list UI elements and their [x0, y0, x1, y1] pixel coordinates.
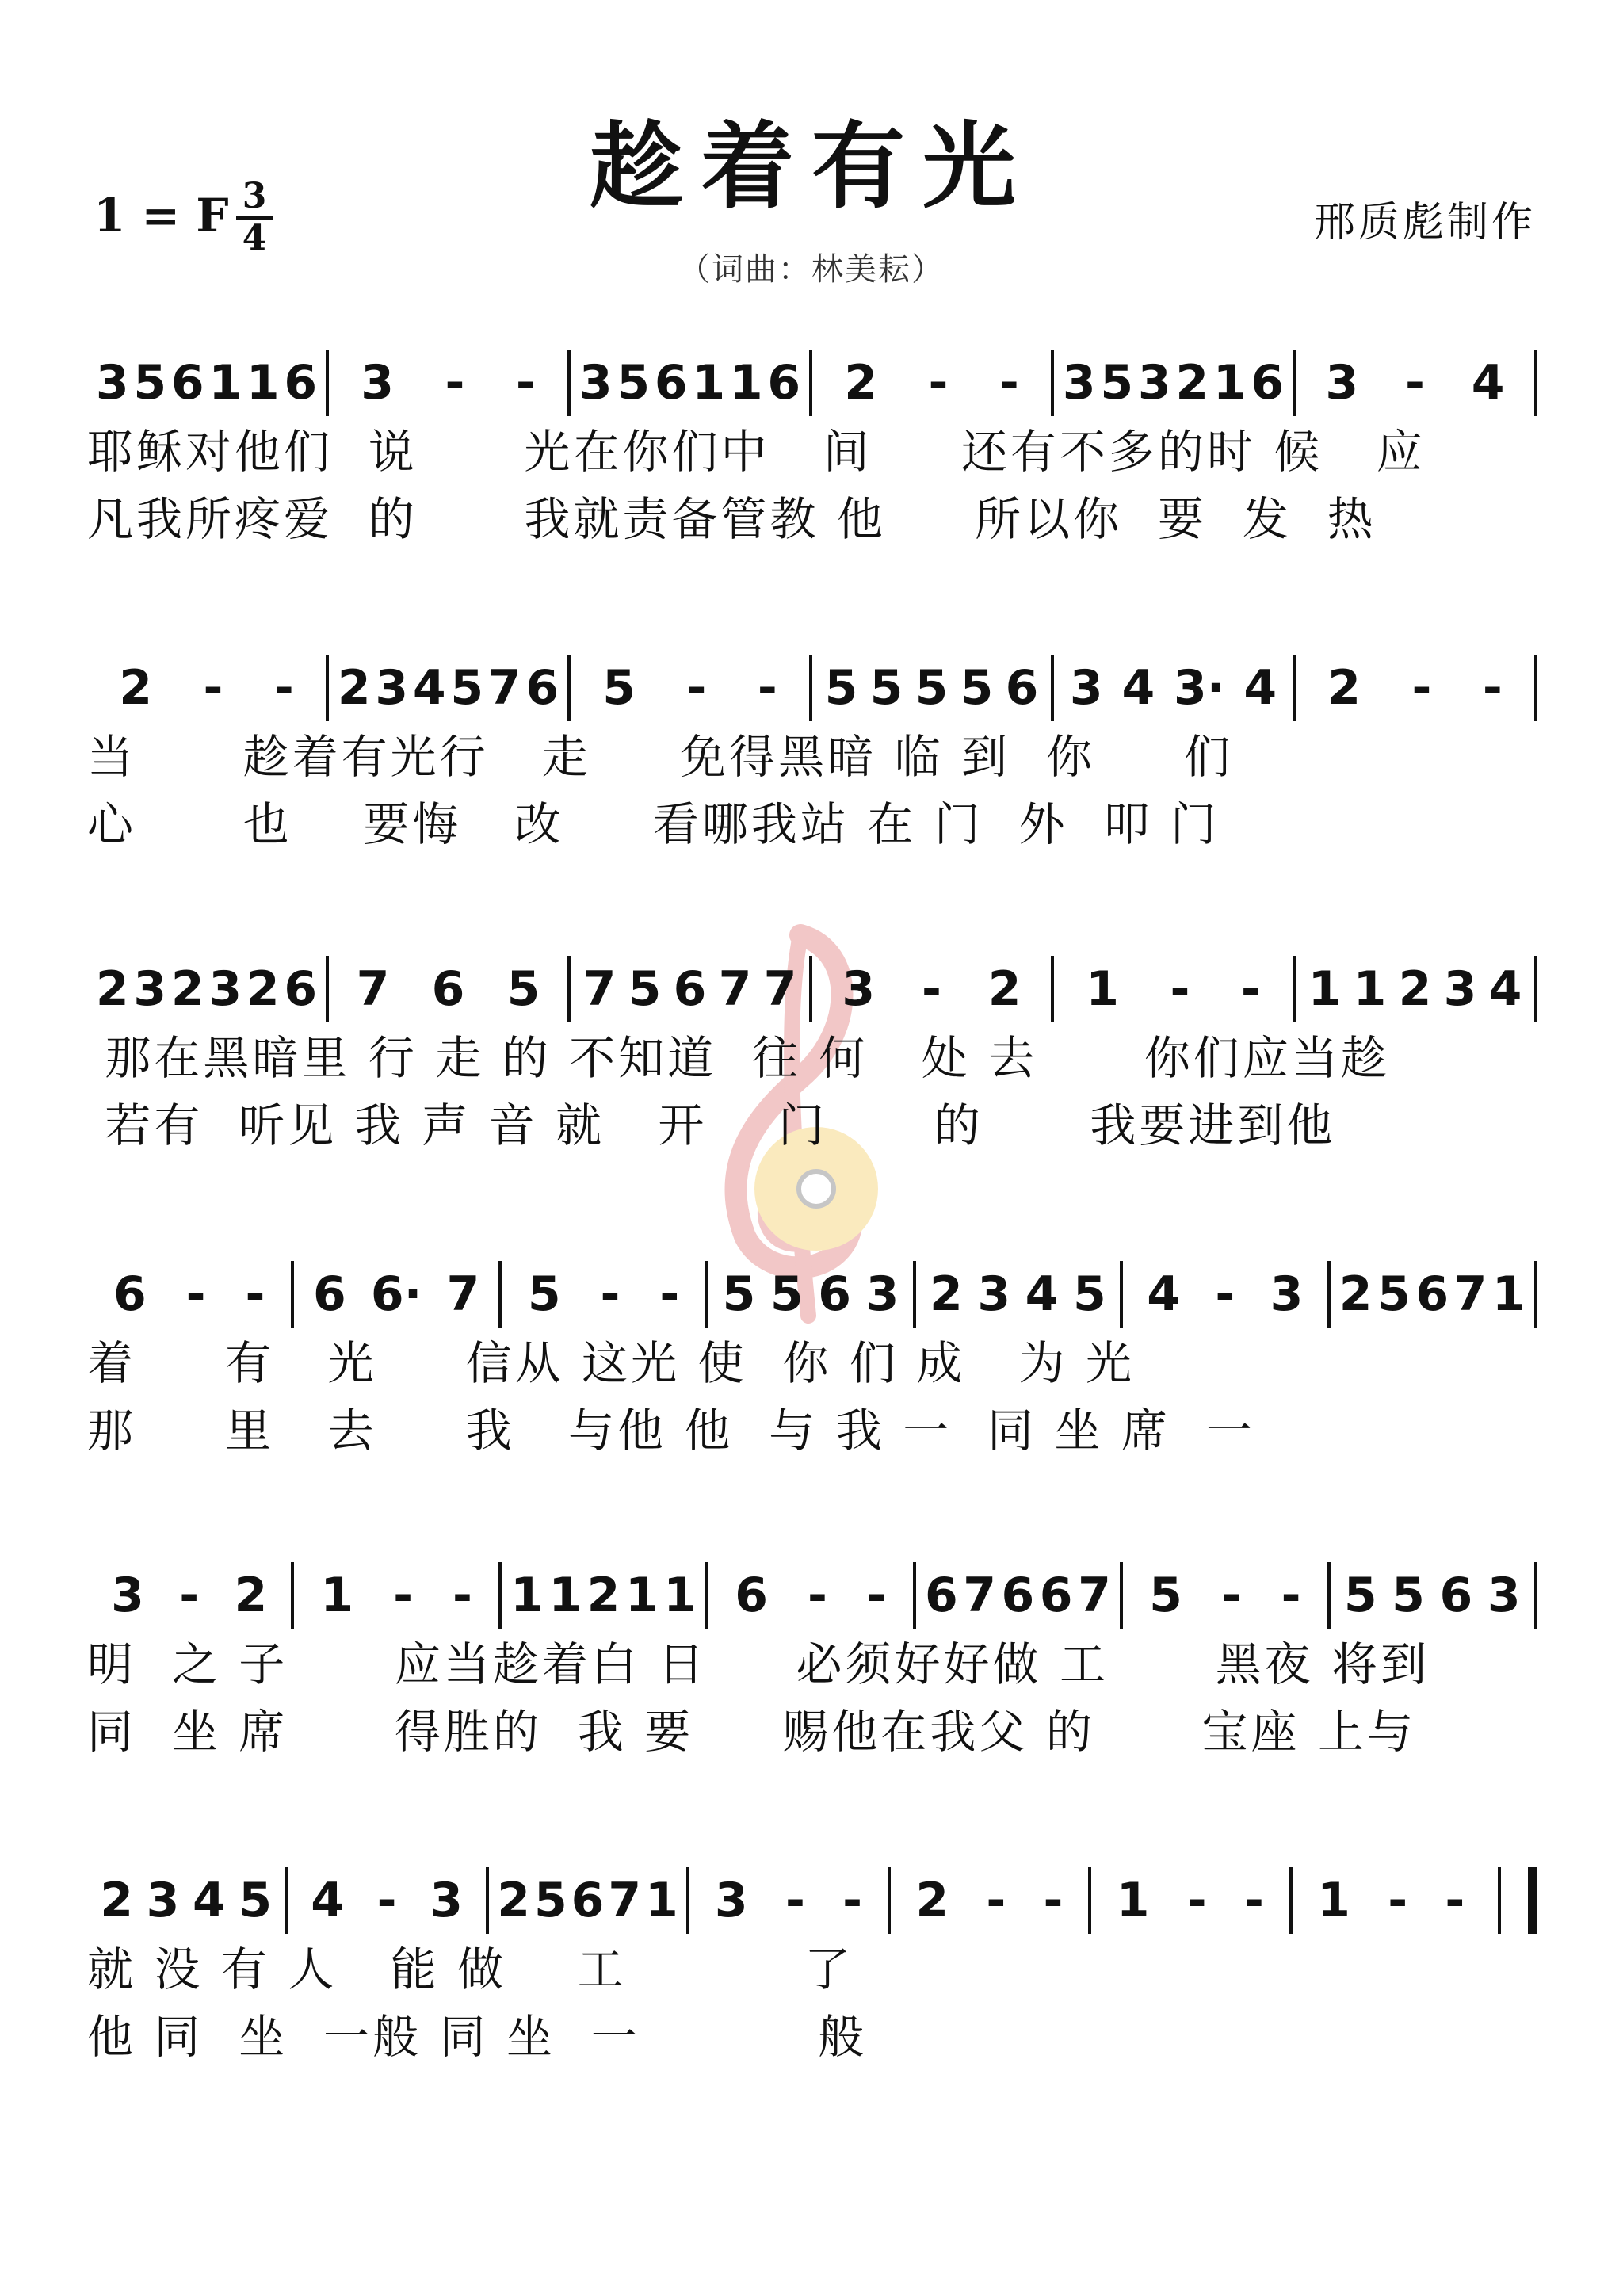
- notation-row: [87, 1541, 1537, 1629]
- note: 5: [1343, 1568, 1377, 1623]
- note: 2: [170, 961, 204, 1017]
- note: 2: [497, 1873, 531, 1928]
- note: 5: [617, 355, 651, 411]
- note: 5: [533, 1873, 567, 1928]
- measure: [87, 1562, 291, 1629]
- measure: [1123, 1562, 1327, 1629]
- measure: [1293, 1867, 1490, 1934]
- lyrics-verse-2: 同 坐 席 得胜的 我 要 赐他在我父 的 宝座 上与: [87, 1705, 1416, 1759]
- measure: [708, 1261, 912, 1328]
- note: 3·: [1173, 660, 1225, 716]
- note: 2: [987, 961, 1022, 1017]
- author-credit: 邢质彪制作: [1313, 199, 1536, 246]
- note: 6: [1001, 1568, 1035, 1623]
- note: 1: [548, 1568, 582, 1623]
- note: 6: [1039, 1568, 1073, 1623]
- measure: [689, 1867, 887, 1934]
- note: 5: [450, 660, 484, 716]
- note: -: [203, 660, 223, 716]
- note: 6: [1251, 355, 1285, 411]
- note: 5: [824, 660, 858, 716]
- note: 2: [1338, 1266, 1373, 1322]
- note: 6: [818, 1266, 851, 1322]
- notation-row: [87, 329, 1537, 416]
- note: 6: [1439, 1568, 1473, 1623]
- note: 1: [1317, 1873, 1350, 1928]
- final-barline: [1498, 1867, 1537, 1934]
- note: 3: [842, 961, 876, 1017]
- note: -: [659, 1266, 680, 1322]
- note: 1: [663, 1568, 697, 1623]
- note: 7: [446, 1266, 480, 1322]
- note: 5: [133, 355, 167, 411]
- barline: [1534, 1261, 1537, 1328]
- note: 7: [487, 660, 521, 716]
- note: 5: [915, 660, 949, 716]
- note: 1: [1086, 961, 1119, 1017]
- note: 7: [1078, 1568, 1111, 1623]
- note: 5: [1073, 1266, 1106, 1322]
- note: 3: [1487, 1568, 1521, 1623]
- note: 2: [586, 1568, 621, 1623]
- note: 3: [1137, 355, 1171, 411]
- note: 2: [119, 660, 152, 716]
- note: 5: [722, 1266, 756, 1322]
- barline: [1534, 1562, 1537, 1629]
- note: -: [1281, 1568, 1301, 1623]
- note: 2: [95, 961, 129, 1017]
- measure: [812, 655, 1051, 721]
- note: 1: [1212, 355, 1247, 411]
- measure: [1331, 1562, 1534, 1629]
- lyrics-verse-2: 凡我所疼爱 的 我就责备管教 他 所以你 要 发 热: [87, 492, 1377, 546]
- barline: [1534, 350, 1537, 416]
- lyrics-verse-1: 那在黑暗里 行 走 的 不知道 往 何 处 去 你们应当趁: [87, 1031, 1390, 1085]
- note: -: [928, 355, 949, 411]
- lyrics-verse-2: 心 也 要悔 改 看哪我站 在 门 外 叩 门: [87, 797, 1220, 851]
- measure: [502, 1562, 705, 1629]
- note: 6: [571, 1873, 605, 1928]
- note: 2: [246, 961, 280, 1017]
- note: 1: [1353, 961, 1387, 1017]
- note: 5: [527, 1266, 561, 1322]
- lyrics-verse-1: 着 有 光 信从 这光 使 你 们 成 为 光: [87, 1336, 1136, 1390]
- note: 5: [602, 660, 636, 716]
- note: 5: [1149, 1568, 1182, 1623]
- lyrics-verse-1: 明 之 子 应当趁着白 日 必须好好做 工 黑夜 将到: [87, 1637, 1430, 1691]
- note: 6: [284, 355, 318, 411]
- note: -: [842, 1873, 863, 1928]
- note: 2: [1175, 355, 1209, 411]
- lyrics-verse-2: 若有 听见 我 声 音 就 开 门 的 我要进到他: [87, 1098, 1336, 1152]
- note: 5: [506, 961, 540, 1017]
- note: 2: [100, 1873, 134, 1928]
- note: -: [922, 961, 941, 1017]
- note: 1: [1308, 961, 1342, 1017]
- note: 6: [525, 660, 559, 716]
- note: 6: [654, 355, 688, 411]
- note: 3: [1325, 355, 1359, 411]
- note: 6: [431, 961, 465, 1017]
- note: -: [686, 660, 707, 716]
- measure: [329, 655, 567, 721]
- measure: [87, 1867, 285, 1934]
- note: -: [807, 1568, 827, 1623]
- barline: [1534, 655, 1537, 721]
- note: 5: [769, 1266, 804, 1322]
- note: 6: [312, 1266, 346, 1322]
- note: 4: [1025, 1266, 1059, 1322]
- lyrics-verse-1: 耶稣对他们 说 光在你们中 间 还有不多的时 候 应: [87, 425, 1426, 479]
- note: 1: [1116, 1873, 1150, 1928]
- measure: [1054, 655, 1293, 721]
- measure: [87, 1261, 291, 1328]
- measure: [1296, 956, 1534, 1022]
- note: -: [1243, 1873, 1264, 1928]
- measure: [87, 350, 326, 416]
- measure: [502, 1261, 705, 1328]
- note: -: [1405, 355, 1425, 411]
- note: 6: [735, 1568, 768, 1623]
- measure: [1296, 350, 1534, 416]
- note: -: [757, 660, 777, 716]
- note: -: [785, 1873, 805, 1928]
- note: -: [999, 355, 1019, 411]
- measure: [891, 1867, 1088, 1934]
- measure: [708, 1562, 912, 1629]
- notation-row: [87, 1847, 1537, 1934]
- notation-row: [87, 935, 1537, 1022]
- note: -: [1215, 1266, 1235, 1322]
- measure: [1091, 1867, 1289, 1934]
- music-system: [87, 935, 1537, 1173]
- note: 4: [1471, 355, 1505, 411]
- note: 1: [320, 1568, 354, 1623]
- note: 3: [977, 1266, 1011, 1322]
- notation-row: [87, 1240, 1537, 1328]
- note: 6: [113, 1266, 147, 1322]
- song-title: 趁着有光: [589, 111, 1033, 221]
- note: -: [1043, 1873, 1064, 1928]
- measure: [294, 1562, 498, 1629]
- note: 4: [1121, 660, 1155, 716]
- measure: [294, 1261, 498, 1328]
- measure: [571, 350, 809, 416]
- music-system: [87, 329, 1537, 567]
- music-system: [87, 1240, 1537, 1478]
- note: 6: [1005, 660, 1039, 716]
- music-system: [87, 1847, 1537, 2084]
- note: 1: [510, 1568, 544, 1623]
- note: 3: [430, 1873, 463, 1928]
- lyrics-verse-2: 那 里 去 我 与他 他 与 我 一 同 坐 席 一: [87, 1404, 1255, 1457]
- measure: [916, 1261, 1120, 1328]
- note: 7: [582, 961, 617, 1017]
- note: 6: [170, 355, 204, 411]
- time-signature-bottom: 4: [242, 218, 267, 258]
- note: 4: [412, 660, 446, 716]
- measure: [1054, 956, 1293, 1022]
- note: 5: [869, 660, 903, 716]
- note: 4: [1147, 1266, 1181, 1322]
- note: -: [1482, 660, 1503, 716]
- note: -: [986, 1873, 1006, 1928]
- note: 5: [1377, 1266, 1411, 1322]
- measure: [87, 655, 326, 721]
- note: 7: [763, 961, 797, 1017]
- note: 5: [1100, 355, 1134, 411]
- note: -: [1240, 961, 1261, 1017]
- note: 7: [356, 961, 390, 1017]
- note: 7: [1453, 1266, 1487, 1322]
- note: 3: [146, 1873, 180, 1928]
- note: 5: [628, 961, 662, 1017]
- note: 5: [960, 660, 994, 716]
- note: 3: [1270, 1266, 1304, 1322]
- time-signature-top: 3: [242, 176, 267, 216]
- note: 5: [239, 1873, 273, 1928]
- note: -: [273, 660, 294, 716]
- note: 1: [624, 1568, 659, 1623]
- note: 6: [924, 1568, 958, 1623]
- measure: [87, 956, 326, 1022]
- measure: [1054, 350, 1293, 416]
- note: -: [1186, 1873, 1207, 1928]
- note: 1: [246, 355, 280, 411]
- note: 3: [95, 355, 129, 411]
- measure: [571, 655, 809, 721]
- note: 5: [1392, 1568, 1425, 1623]
- note: 3: [579, 355, 613, 411]
- music-system: [87, 634, 1537, 872]
- note: 3: [133, 961, 167, 1017]
- note: -: [1411, 660, 1432, 716]
- note: 1: [208, 355, 242, 411]
- note: -: [515, 355, 536, 411]
- note: -: [376, 1873, 397, 1928]
- note: -: [866, 1568, 887, 1623]
- note: 7: [608, 1873, 642, 1928]
- key-signature: 1 = F: [94, 189, 229, 243]
- note: 2: [337, 660, 371, 716]
- note: -: [452, 1568, 472, 1623]
- note: -: [1170, 961, 1190, 1017]
- lyrics-verse-1: 就 没 有 人 能 做 工 了: [87, 1943, 854, 1996]
- note: -: [185, 1266, 206, 1322]
- measure: [571, 956, 809, 1022]
- note: 2: [1327, 660, 1361, 716]
- note: 3: [1443, 961, 1477, 1017]
- note: 4: [311, 1873, 344, 1928]
- note: 4: [1243, 660, 1277, 716]
- note: 1: [729, 355, 763, 411]
- note: 4: [1488, 961, 1522, 1017]
- lyrics-verse-2: 他 同 坐 一般 同 坐 一 般: [87, 2010, 868, 2064]
- measure: [329, 350, 567, 416]
- note: 3: [208, 961, 242, 1017]
- note: 2: [844, 355, 877, 411]
- note: 2: [1398, 961, 1432, 1017]
- note: -: [600, 1266, 621, 1322]
- music-system: [87, 1541, 1537, 1779]
- measure: [812, 350, 1051, 416]
- note: 1: [692, 355, 726, 411]
- note: -: [245, 1266, 265, 1322]
- note: 6: [284, 961, 318, 1017]
- note: -: [445, 355, 465, 411]
- note: 6: [673, 961, 707, 1017]
- note: 7: [963, 1568, 996, 1623]
- note: 3: [375, 660, 409, 716]
- lyrics-verse-1: 当 趁着有光行 走 免得黑暗 临 到 你 们: [87, 730, 1234, 784]
- note: 6·: [370, 1266, 422, 1322]
- note: 3: [111, 1568, 144, 1623]
- note: -: [393, 1568, 413, 1623]
- measure: [288, 1867, 485, 1934]
- note: 2: [234, 1568, 268, 1623]
- measure: [812, 956, 1051, 1022]
- note: 3: [865, 1266, 899, 1322]
- note: 2: [915, 1873, 949, 1928]
- note: 6: [1415, 1266, 1449, 1322]
- note: -: [179, 1568, 200, 1623]
- note: -: [1445, 1873, 1465, 1928]
- notation-row: [87, 634, 1537, 721]
- note: 1: [644, 1873, 678, 1928]
- note: 3: [714, 1873, 748, 1928]
- barline: [1534, 956, 1537, 1022]
- lyricist-composer-credit: （词曲：林美耘）: [678, 251, 945, 288]
- note: 6: [767, 355, 801, 411]
- note: 7: [718, 961, 752, 1017]
- note: -: [1221, 1568, 1242, 1623]
- measure: [1331, 1261, 1534, 1328]
- note: 3: [1069, 660, 1103, 716]
- measure: [489, 1867, 686, 1934]
- note: -: [1388, 1873, 1408, 1928]
- note: 3: [361, 355, 394, 411]
- measure: [329, 956, 567, 1022]
- note: 2: [929, 1266, 963, 1322]
- measure: [1296, 655, 1534, 721]
- measure: [1123, 1261, 1327, 1328]
- note: 1: [1491, 1266, 1526, 1322]
- note: 4: [192, 1873, 226, 1928]
- note: 3: [1062, 355, 1096, 411]
- measure: [916, 1562, 1120, 1629]
